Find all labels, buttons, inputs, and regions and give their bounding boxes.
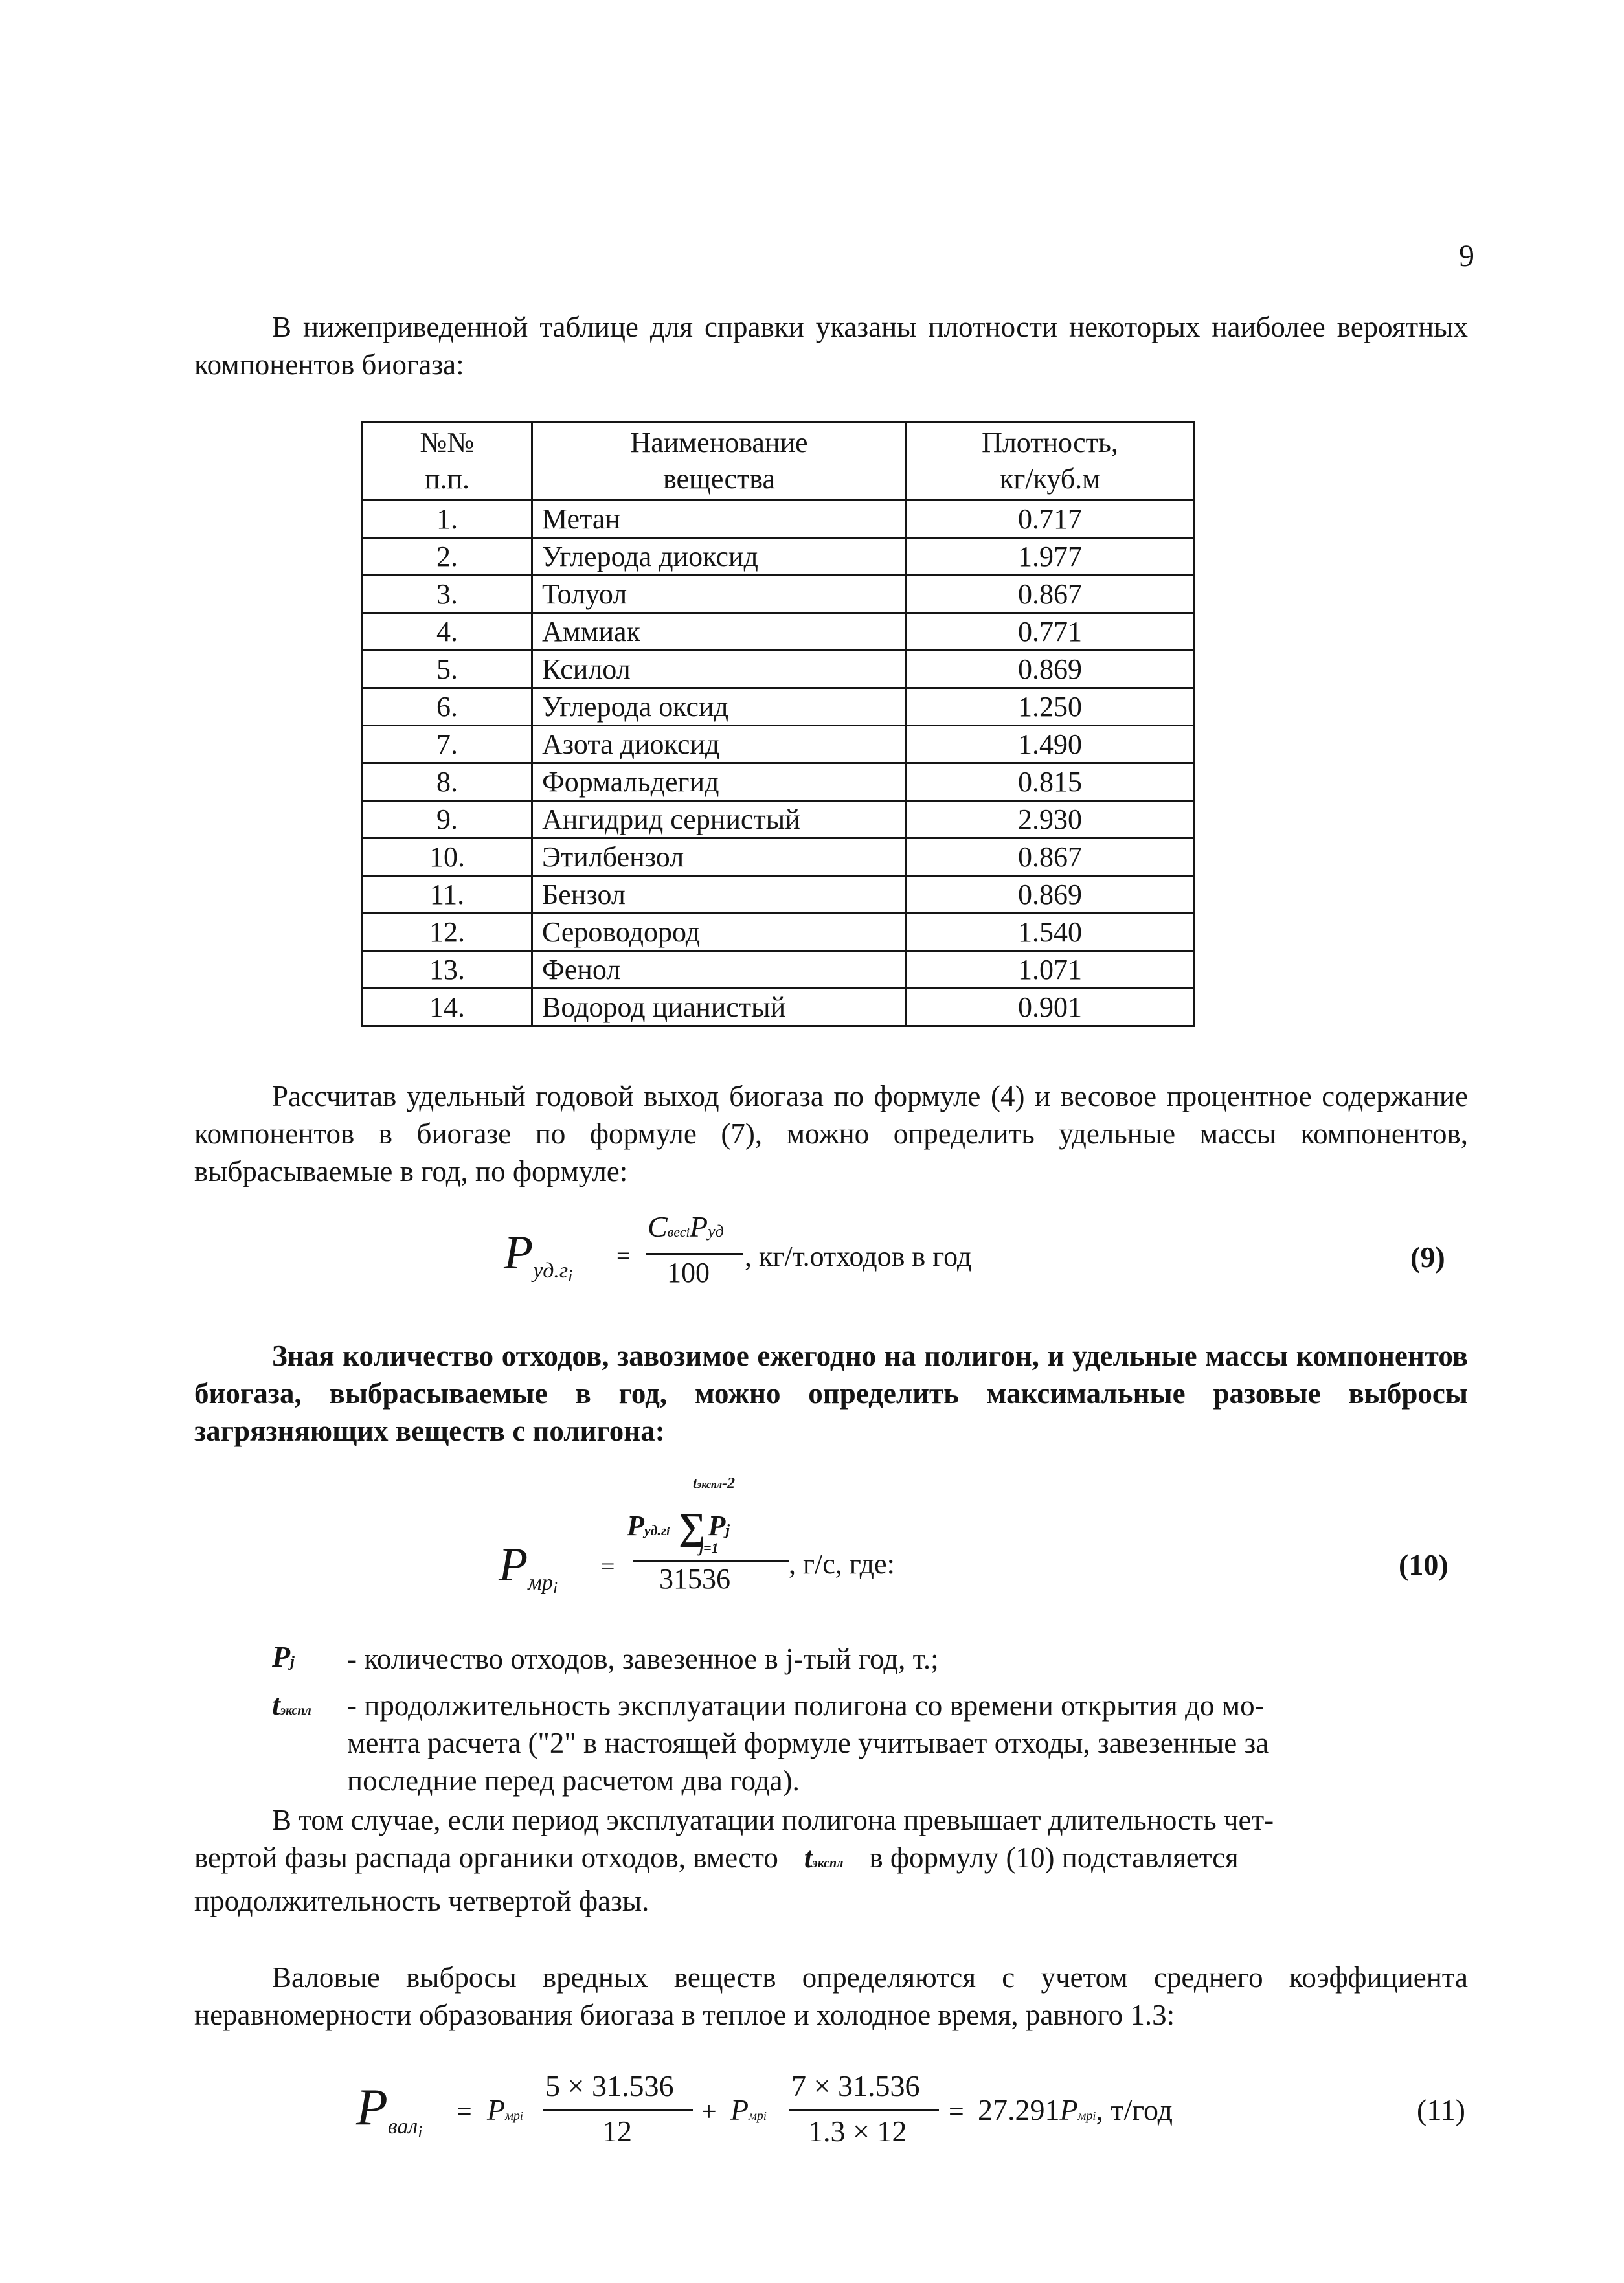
row-substance: Углерода оксид xyxy=(532,688,907,726)
row-substance: Формальдегид xyxy=(532,763,907,801)
table-row xyxy=(363,538,1194,576)
formula-10-number: (10) xyxy=(1399,1548,1449,1581)
paragraph-4-line-1: В том случае, если период эксплуатации полигона превышает длительность чет- xyxy=(272,1804,1274,1836)
header-num: №№ п.п. xyxy=(363,422,532,500)
formula-11-result: 27.291Pмрi, т/год xyxy=(978,2093,1173,2126)
table-body xyxy=(363,500,1194,1026)
row-number: 3. xyxy=(363,576,532,613)
intro-text: В нижеприведенной таблице для справки указаны плотности некоторых наиболее вероятных компонентов биогаза: xyxy=(194,311,1468,381)
row-number: 11. xyxy=(363,876,532,914)
sum-sign: ∑ xyxy=(679,1505,706,1547)
row-density: 0.901 xyxy=(907,989,1194,1026)
row-substance: Углерода диоксид xyxy=(532,538,907,576)
table-header-row xyxy=(363,422,1194,500)
page-number: 9 xyxy=(1459,239,1474,273)
formula-10-unit: , г/с, где: xyxy=(789,1548,895,1580)
formula-10-denominator: 31536 xyxy=(659,1563,730,1595)
formula-11-number: (11) xyxy=(1417,2093,1465,2126)
paragraph-4 xyxy=(194,1801,1468,1920)
row-density: 1.490 xyxy=(907,726,1194,763)
row-density: 1.977 xyxy=(907,538,1194,576)
row-substance: Этилбензол xyxy=(532,838,907,876)
formula-10-sum-top: tэкспл-2 xyxy=(693,1475,736,1492)
formula-11-p2: Pмрi xyxy=(730,2093,767,2126)
table-row xyxy=(363,651,1194,688)
formula-10-sum-bottom: j=1 xyxy=(699,1540,719,1556)
formula-11-frac1-den: 12 xyxy=(602,2115,632,2148)
row-number: 10. xyxy=(363,838,532,876)
table-row xyxy=(363,876,1194,914)
paragraph-3 xyxy=(194,1337,1468,1450)
formula-10-numerator: Pуд.гi ∑ Pj xyxy=(627,1505,730,1547)
row-number: 2. xyxy=(363,538,532,576)
table-row xyxy=(363,801,1194,838)
table-row xyxy=(363,688,1194,726)
row-density: 0.717 xyxy=(907,500,1194,538)
row-number: 5. xyxy=(363,651,532,688)
def-text-texpl: - продолжительность эксплуатации полигона со времени открытия до мо- мента расчета ("2" в настоящей формуле учитывает отходы, завезенные за последние перед расчетом два года). xyxy=(347,1689,1269,1797)
formula-11-frac2-den: 1.3 × 12 xyxy=(808,2115,907,2148)
def-text-pj: - количество отходов, завезенное в j-тый год, т.; xyxy=(347,1643,939,1675)
row-substance: Водород цианистый xyxy=(532,989,907,1026)
row-substance: Метан xyxy=(532,500,907,538)
row-substance: Азота диоксид xyxy=(532,726,907,763)
paragraph-5 xyxy=(194,1959,1468,2034)
row-substance: Бензол xyxy=(532,876,907,914)
table-row xyxy=(363,914,1194,951)
table-row xyxy=(363,763,1194,801)
formula-9-numerator: CвесiPуд xyxy=(648,1210,724,1243)
row-number: 8. xyxy=(363,763,532,801)
density-table xyxy=(361,421,1195,1027)
paragraph-5-text: Валовые выбросы вредных веществ определяются с учетом среднего коэффициента неравномерности образования биогаза в теплое и холодное время, равного 1.3: xyxy=(194,1961,1468,2031)
row-density: 2.930 xyxy=(907,801,1194,838)
formula-11-lhs: Pвалi xyxy=(356,2079,423,2141)
table-row xyxy=(363,838,1194,876)
row-number: 6. xyxy=(363,688,532,726)
header-name: Наименование вещества xyxy=(532,422,907,500)
formula-11-frac2-num: 7 × 31.536 xyxy=(791,2069,920,2102)
formula-9-unit: , кг/т.отходов в год xyxy=(745,1241,972,1272)
def-symbol-pj: Pj xyxy=(272,1640,295,1673)
def-symbol-texpl: tэкспл xyxy=(272,1688,311,1721)
formula-10-lhs: Pмрi xyxy=(499,1538,558,1597)
row-density: 0.815 xyxy=(907,763,1194,801)
row-substance: Толуол xyxy=(532,576,907,613)
table-row xyxy=(363,989,1194,1026)
paragraph-4-line-3: продолжительность четвертой фазы. xyxy=(194,1885,649,1917)
row-number: 13. xyxy=(363,951,532,989)
row-number: 12. xyxy=(363,914,532,951)
row-density: 0.867 xyxy=(907,576,1194,613)
row-substance: Фенол xyxy=(532,951,907,989)
table-row xyxy=(363,576,1194,613)
formula-11-p1: Pмрi xyxy=(487,2093,523,2126)
table-row xyxy=(363,951,1194,989)
row-density: 1.540 xyxy=(907,914,1194,951)
formula-9-number: (9) xyxy=(1410,1241,1445,1274)
table-row xyxy=(363,726,1194,763)
row-substance: Ангидрид сернистый xyxy=(532,801,907,838)
formula-9-denominator: 100 xyxy=(667,1257,710,1288)
row-density: 0.869 xyxy=(907,651,1194,688)
row-number: 1. xyxy=(363,500,532,538)
row-number: 4. xyxy=(363,613,532,651)
table-row xyxy=(363,613,1194,651)
paragraph-3-text: Зная количество отходов, завозимое ежегодно на полигон, и удельные массы компонентов биогаза, выбрасываемые в год, можно определить максимальные разовые выбросы загрязняющих веществ с полигона: xyxy=(194,1340,1468,1447)
row-number: 7. xyxy=(363,726,532,763)
formula-11-frac1-num: 5 × 31.536 xyxy=(545,2069,674,2102)
paragraph-2 xyxy=(194,1077,1468,1190)
paragraph-2-text: Рассчитав удельный годовой выход биогаза по формуле (4) и весовое процентное содержание компонентов в биогазе по формуле (7), можно определить удельные массы компонентов, выбрасываемые в год, по формуле: xyxy=(194,1080,1468,1187)
row-substance: Аммиак xyxy=(532,613,907,651)
header-density: Плотность, кг/куб.м xyxy=(907,422,1194,500)
formula-9-lhs: Pуд.гi xyxy=(504,1226,573,1285)
row-number: 9. xyxy=(363,801,532,838)
row-density: 0.869 xyxy=(907,876,1194,914)
row-density: 0.771 xyxy=(907,613,1194,651)
paragraph-4-line-2: вертой фазы распада органики отходов, вместо tэкспл в формулу (10) подставляется xyxy=(194,1841,1239,1874)
row-density: 1.250 xyxy=(907,688,1194,726)
row-number: 14. xyxy=(363,989,532,1026)
table-row xyxy=(363,500,1194,538)
intro-paragraph xyxy=(194,308,1468,383)
row-substance: Сероводород xyxy=(532,914,907,951)
row-density: 0.867 xyxy=(907,838,1194,876)
row-substance: Ксилол xyxy=(532,651,907,688)
row-density: 1.071 xyxy=(907,951,1194,989)
